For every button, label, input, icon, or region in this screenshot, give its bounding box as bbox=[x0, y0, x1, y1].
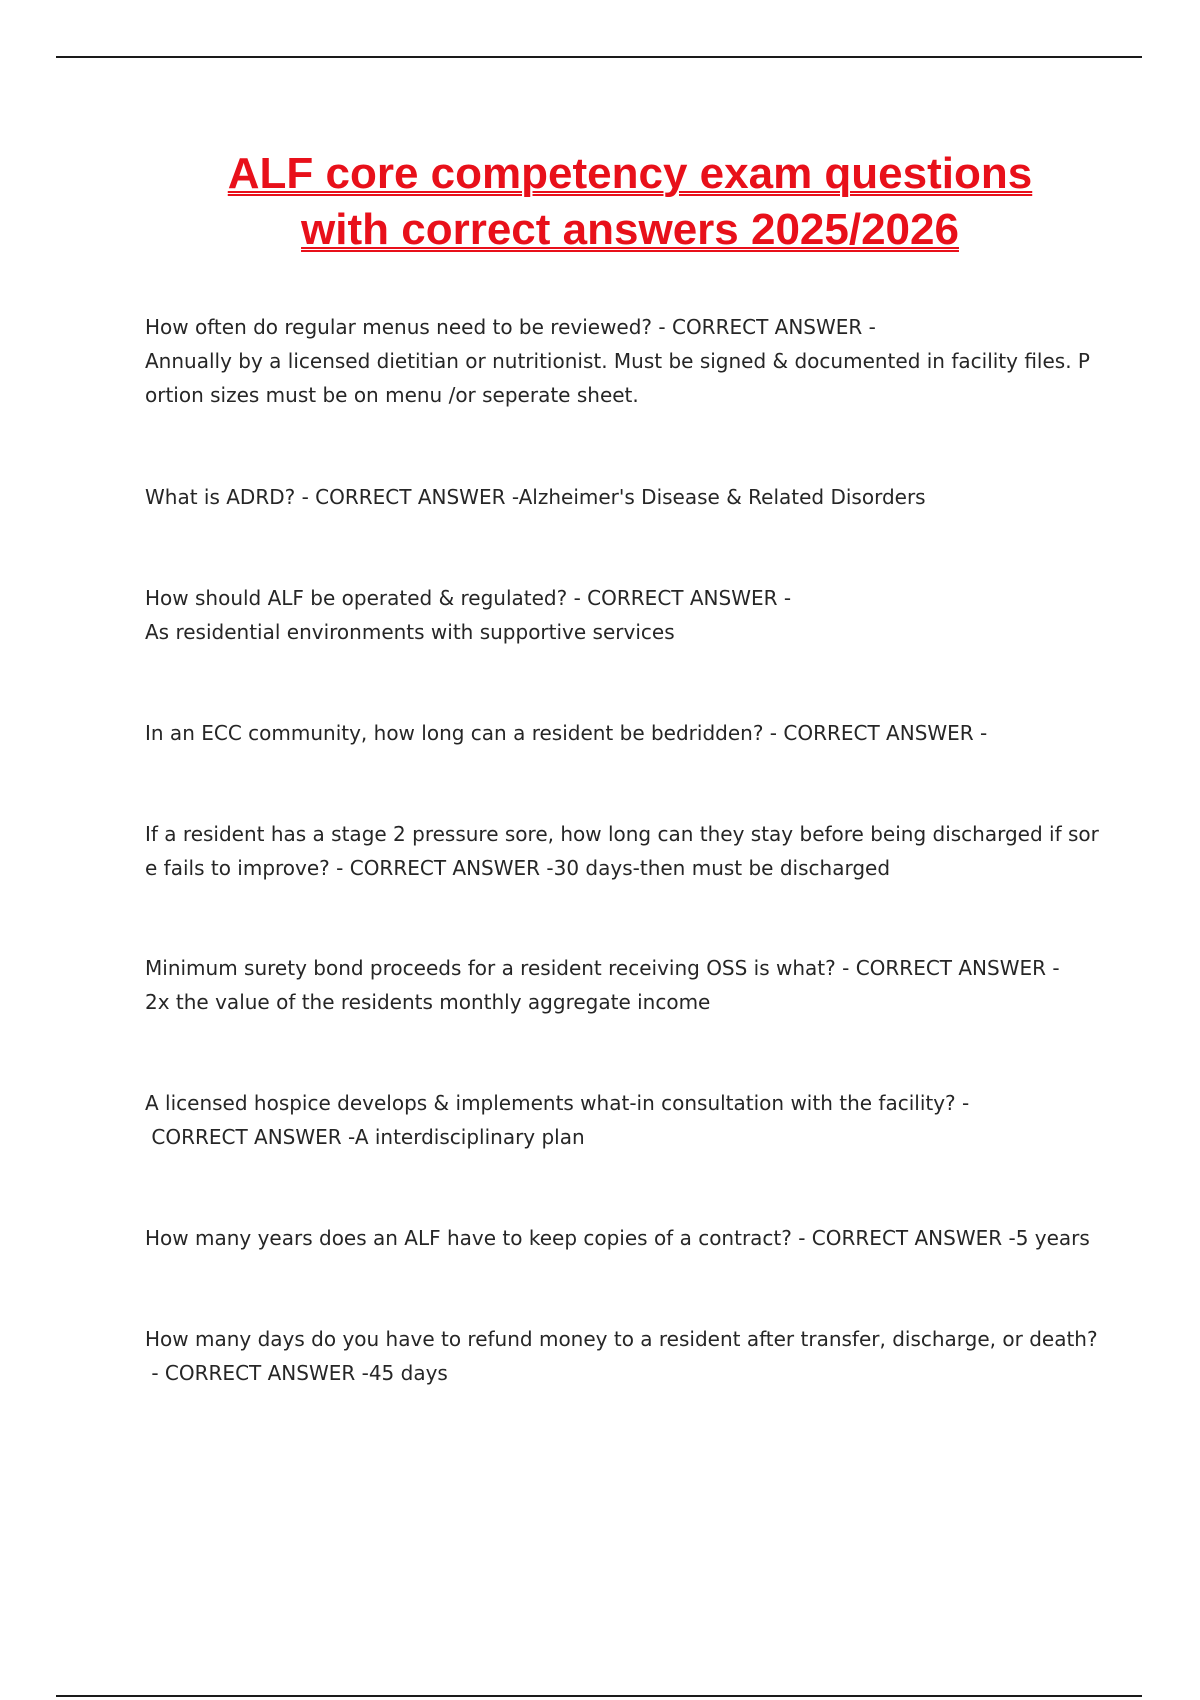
qa-line: CORRECT ANSWER -A interdisciplinary plan bbox=[145, 1125, 585, 1149]
qa-line: In an ECC community, how long can a resident be bedridden? - CORRECT ANSWER - bbox=[145, 721, 988, 745]
qa-entry-adrd bbox=[145, 480, 1085, 514]
qa-line: How should ALF be operated & regulated? - CORRECT ANSWER - bbox=[145, 586, 792, 610]
document-title bbox=[130, 146, 1130, 258]
qa-line: Annually by a licensed dietitian or nutritionist. Must be signed & documented in facility files. P bbox=[145, 349, 1090, 373]
qa-line: How often do regular menus need to be reviewed? - CORRECT ANSWER - bbox=[145, 315, 876, 339]
qa-entry-operated-regulated bbox=[145, 581, 1085, 649]
qa-line: - CORRECT ANSWER -45 days bbox=[145, 1361, 448, 1385]
qa-entry-surety-bond bbox=[145, 951, 1085, 1019]
qa-entry-pressure-sore bbox=[145, 817, 1099, 885]
qa-entry-hospice bbox=[145, 1086, 1085, 1154]
qa-line: What is ADRD? - CORRECT ANSWER -Alzheimer's Disease & Related Disorders bbox=[145, 485, 926, 509]
qa-line: How many days do you have to refund money to a resident after transfer, discharge, or death? bbox=[145, 1327, 1098, 1351]
qa-line: 2x the value of the residents monthly aggregate income bbox=[145, 990, 711, 1014]
qa-entry-refund-days bbox=[145, 1322, 1098, 1390]
qa-line: e fails to improve? - CORRECT ANSWER -30 days-then must be discharged bbox=[145, 856, 891, 880]
qa-entry-contract-years bbox=[145, 1221, 1090, 1255]
qa-line: If a resident has a stage 2 pressure sore, how long can they stay before being discharged if sor bbox=[145, 822, 1099, 846]
document-title-line-2: with correct answers 2025/2026 bbox=[301, 205, 959, 254]
qa-line: A licensed hospice develops & implements what-in consultation with the facility? - bbox=[145, 1091, 970, 1115]
qa-line: How many years does an ALF have to keep copies of a contract? - CORRECT ANSWER -5 years bbox=[145, 1226, 1090, 1250]
qa-line: Minimum surety bond proceeds for a resident receiving OSS is what? - CORRECT ANSWER - bbox=[145, 956, 1060, 980]
bottom-rule bbox=[56, 1695, 1142, 1697]
qa-line: As residential environments with supportive services bbox=[145, 620, 675, 644]
qa-entry-menus bbox=[145, 310, 1090, 412]
top-rule bbox=[56, 56, 1142, 58]
qa-line: ortion sizes must be on menu /or seperate sheet. bbox=[145, 383, 639, 407]
document-title-line-1: ALF core competency exam questions bbox=[227, 149, 1033, 198]
qa-entry-ecc-bedridden bbox=[145, 716, 1085, 750]
